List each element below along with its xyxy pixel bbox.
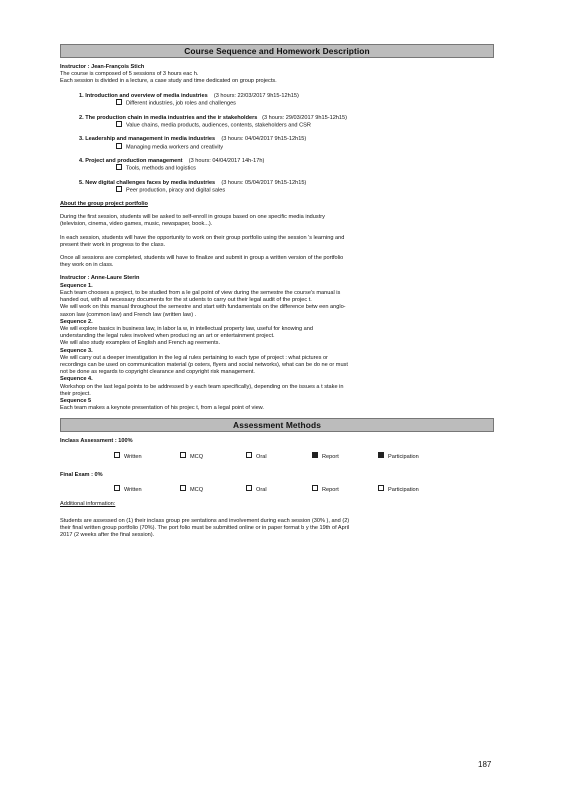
final-exam-label: Final Exam : 0% xyxy=(60,471,103,478)
sequence-line: saxon law (common law) and French law (written law) . xyxy=(60,311,197,318)
module-hours: (3 hours: 22/03/2017 9h15-12h15) xyxy=(213,92,299,99)
sequence-line: We will carry out a deeper investigation in the leg al rules pertaining to each type of project : what pictures or xyxy=(60,354,328,361)
module-hours: (3 hours: 05/04/2017 9h15-12h15) xyxy=(221,180,307,187)
sequence-block xyxy=(60,283,494,319)
sequence-line: We will explore basics in business law, in labor la w, in intellectual property law, useful for knowing and xyxy=(60,325,313,332)
sequence-label: Sequence 2. xyxy=(60,318,93,325)
paragraph-line: present their work in progress to the class. xyxy=(60,241,166,248)
module-item xyxy=(79,158,494,173)
option-report[interactable]: Report xyxy=(312,485,378,495)
sequence-line: not be done as regards to copyright clearance and copyright risk management. xyxy=(60,369,255,376)
instructor-1: Instructor : Jean-François Stich xyxy=(60,64,145,70)
sequence-line: their project. xyxy=(60,390,91,397)
module-topics: Tools, methods and logistics xyxy=(126,165,196,172)
portfolio-paragraph xyxy=(60,235,494,249)
sequence-line: Each team chooses a project, to be studied from a le gal point of view during the semestre the course's manual is xyxy=(60,289,341,296)
checkbox-icon[interactable] xyxy=(180,452,186,458)
section-header-course: Course Sequence and Homework Description xyxy=(60,44,494,58)
sequence-block xyxy=(60,398,494,412)
module-title: 3. Leadership and management in media industries xyxy=(79,136,216,143)
checkbox-checked-icon[interactable] xyxy=(378,452,384,458)
paragraph-line: Once all sessions are completed, students will have to finalize and submit in group a written version of the portfolio xyxy=(60,255,344,262)
inclass-assessment-label: Inclass Assessment : 100% xyxy=(60,438,133,445)
module-title: 5. New digital challenges faces by media industries xyxy=(79,180,216,187)
bullet-box-icon xyxy=(116,164,122,170)
page-number: 187 xyxy=(478,760,492,769)
sequence-label: Sequence 5 xyxy=(60,397,92,404)
module-topics: Different industries, job roles and challenges xyxy=(126,100,236,107)
sequence-line: recordings can be used on communication material (p osters, flyers and social networks), what can be do ne or must xyxy=(60,361,348,368)
additional-info-label: Additional information: xyxy=(60,500,116,507)
sequence-line: Workshop on the last legal points to be addressed b y each team specifically), depending on the issues a t stake in xyxy=(60,383,344,390)
bullet-box-icon xyxy=(116,121,122,127)
module-title: 1. Introduction and overview of media industries xyxy=(79,92,208,99)
module-hours: (3 hours: 29/03/2017 9h15-12h15) xyxy=(262,114,347,121)
portfolio-heading: About the group project portfolio xyxy=(60,201,148,208)
module-item xyxy=(79,93,494,108)
bullet-box-icon xyxy=(116,143,122,149)
checkbox-icon[interactable] xyxy=(312,485,318,491)
closing-line: Students are assessed on (1) their inclass group pre sentations and involvement during each session (30% ), and (2) xyxy=(60,517,350,524)
checkbox-icon[interactable] xyxy=(246,452,252,458)
inclass-options xyxy=(114,452,494,462)
option-mcq[interactable]: MCQ xyxy=(180,485,246,495)
final-options xyxy=(114,485,494,495)
option-participation[interactable]: Participation xyxy=(378,485,444,495)
portfolio-paragraph xyxy=(60,255,494,269)
sequence-line: We will work on this manual throughout the semestre and start with fundamentals on the difference betw een anglo- xyxy=(60,304,346,311)
option-participation[interactable]: Participation xyxy=(378,452,444,462)
sequence-label: Sequence 1. xyxy=(60,282,93,289)
sequence-label: Sequence 3. xyxy=(60,347,93,354)
option-written[interactable]: Written xyxy=(114,485,180,495)
module-hours: (3 hours: 04/04/2017 14h-17h) xyxy=(188,158,265,165)
closing-line: 2017 (2 weeks after the final session). xyxy=(60,532,155,539)
document-page xyxy=(60,44,494,540)
sequence-line: We will also study examples of English and French ag reements. xyxy=(60,340,221,347)
option-oral[interactable]: Oral xyxy=(246,452,312,462)
checkbox-checked-icon[interactable] xyxy=(312,452,318,458)
module-list xyxy=(79,93,494,195)
module-topics: Managing media workers and creativity xyxy=(126,144,224,151)
option-oral[interactable]: Oral xyxy=(246,485,312,495)
module-topics: Peer production, piracy and digital sales xyxy=(126,187,226,194)
module-item xyxy=(79,180,494,195)
closing-line: their final written group portfolio (70%). The port folio must be submitted online or in paper format b y the 19th of April xyxy=(60,525,350,532)
sequence-line: Each team makes a keynote presentation of his projec t, from a legal point of view. xyxy=(60,405,264,412)
instructor-2: Instructor : Anne-Laure Sterin xyxy=(60,275,140,282)
intro-line: The course is composed of 5 sessions of 3 hours eac h. xyxy=(60,71,199,78)
paragraph-line: During the first session, students will be asked to self-enroll in groups based on one specific media industry xyxy=(60,214,325,221)
checkbox-icon[interactable] xyxy=(114,485,120,491)
sequence-line: handed out, with all necessary documents for the st udents to carry out their legal audit of the projec t. xyxy=(60,297,312,304)
section-header-assessment: Assessment Methods xyxy=(60,418,494,432)
sequence-block xyxy=(60,376,494,398)
checkbox-icon[interactable] xyxy=(246,485,252,491)
checkbox-icon[interactable] xyxy=(114,452,120,458)
module-item xyxy=(79,136,494,151)
bullet-box-icon xyxy=(116,99,122,105)
sequence-block xyxy=(60,348,494,377)
checkbox-icon[interactable] xyxy=(378,485,384,491)
intro-line: Each session is divided in a lecture, a case study and time dedicated on group projects. xyxy=(60,78,277,85)
option-report[interactable]: Report xyxy=(312,452,378,462)
portfolio-paragraph xyxy=(60,214,494,228)
sequence-label: Sequence 4. xyxy=(60,376,93,383)
module-title: 2. The production chain in media industries and the ir stakeholders xyxy=(79,114,258,121)
module-title: 4. Project and production management xyxy=(79,158,183,165)
paragraph-line: (television, cinema, video games, music, newspaper, book...). xyxy=(60,221,213,228)
option-mcq[interactable]: MCQ xyxy=(180,452,246,462)
paragraph-line: they work on in class. xyxy=(60,262,114,269)
module-topics: Value chains, media products, audiences, contents, stakeholders and CSR xyxy=(126,122,311,129)
option-written[interactable]: Written xyxy=(114,452,180,462)
sequence-block xyxy=(60,319,494,348)
checkbox-icon[interactable] xyxy=(180,485,186,491)
module-hours: (3 hours: 04/04/2017 9h15-12h15) xyxy=(221,136,307,143)
module-item xyxy=(79,115,494,130)
sequence-line: understanding the legal rules involved when produci ng an art or entertainment project. xyxy=(60,333,275,340)
bullet-box-icon xyxy=(116,186,122,192)
paragraph-line: In each session, students will have the opportunity to work on their group portfolio using the session 's learning and xyxy=(60,234,345,241)
